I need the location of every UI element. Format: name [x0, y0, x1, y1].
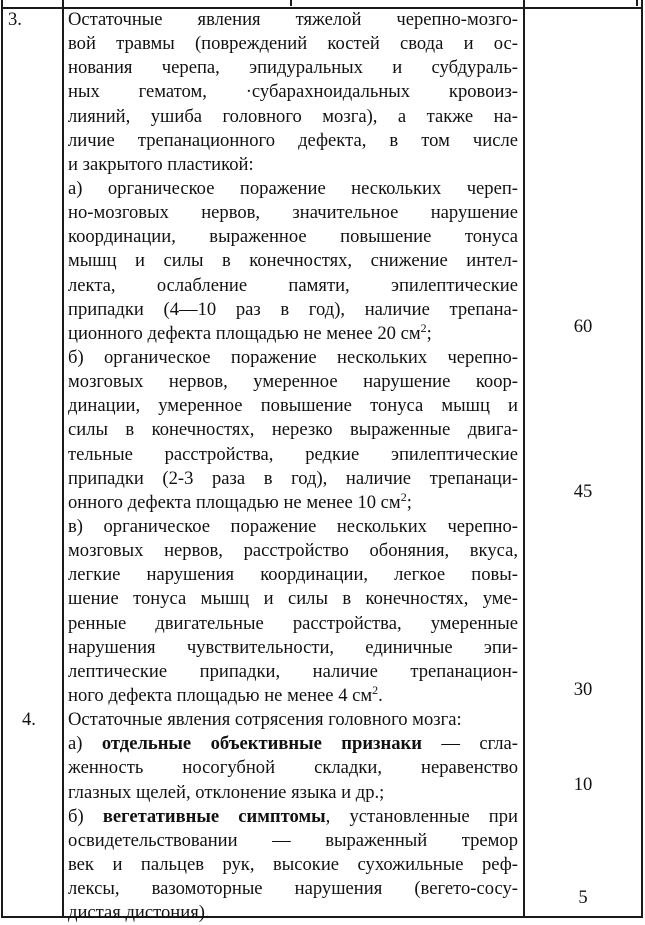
text-line: нования черепа, эпидуральных и субдураль-	[68, 57, 518, 79]
text-fragment: ного дефекта площадью не менее 4 см	[68, 684, 373, 706]
text-line: силы в конечностях, нерезко выраженные двига-	[68, 419, 518, 441]
text-line: дистая дистония).	[68, 902, 210, 924]
text-fragment: , установленные при	[325, 805, 518, 827]
text-fragment: ;	[406, 491, 412, 513]
text-fragment: .	[378, 684, 383, 706]
text-line: вой травмы (повреждений костей свода и ос-	[68, 33, 518, 55]
row-number-3: 3.	[8, 9, 22, 30]
text-line: припадки (2-3 раза в год), наличие трепанаци-	[68, 467, 518, 489]
text-line: а) органическое поражение нескольких череп-	[68, 177, 518, 199]
text-line: освидетельствовании — выраженный тремор	[68, 829, 518, 851]
text-line: ренные двигательные расстройства, умеренные	[68, 612, 518, 634]
text-line: Остаточные явления тяжелой черепно-мозго-	[68, 9, 518, 30]
text-line: лептические припадки, наличие трепанацион-	[68, 660, 518, 682]
text-line: легкие нарушения координации, легкое повы-	[68, 564, 518, 586]
text-line: и закрытого пластикой:	[68, 153, 254, 175]
text-fragment: ;	[426, 322, 432, 344]
text-line: Остаточные явления сотрясения головного мозга:	[68, 709, 462, 731]
table-border-left	[1, 0, 3, 918]
value-cell: 30	[573, 679, 593, 700]
text-fragment: — сгла-	[421, 733, 518, 755]
text-line: динации, умеренное повышение тонуса мышц и	[68, 395, 518, 417]
bold-term: вегетативные симптомы	[102, 805, 326, 827]
column-divider-2	[523, 0, 525, 918]
row-number-4: 4.	[22, 709, 36, 730]
text-line: женность носогубной складки, неравенство	[68, 757, 518, 779]
text-line: век и пальцев рук, высокие сухожильные реф-	[68, 853, 518, 875]
value-cell: 45	[573, 481, 593, 502]
text-line: ных гематом, ·субарахноидальных кровоиз-	[68, 81, 518, 103]
text-line: мышц и силы в конечностях, снижение интел-	[68, 250, 518, 272]
value-cell: 10	[573, 774, 593, 795]
text-line	[68, 732, 518, 756]
text-line	[68, 491, 518, 515]
scan-artifact	[636, 0, 638, 6]
text-fragment: а)	[68, 733, 102, 755]
text-fragment: ционного дефекта площадью не менее 20 см	[68, 322, 421, 344]
value-cell: 60	[573, 316, 593, 337]
value-cell: 5	[578, 887, 588, 908]
scan-artifact	[290, 0, 292, 6]
text-line: личие трепанационного дефекта, в том числе	[68, 129, 518, 151]
text-line: мозговых нервов, умеренное нарушение коор-	[68, 371, 518, 393]
bold-term: отдельные объективные признаки	[101, 733, 422, 755]
text-line: б) органическое поражение нескольких черепно-	[68, 346, 518, 368]
text-line: в) органическое поражение нескольких черепно-	[68, 515, 518, 537]
column-divider-1	[62, 0, 64, 918]
text-line: глазных щелей, отклонение языка и др.;	[68, 781, 385, 803]
text-line	[68, 684, 518, 708]
text-column	[68, 8, 518, 925]
text-line: припадки (4—10 раз в год), наличие трепана-	[68, 298, 518, 320]
superscript: 2	[372, 682, 379, 697]
table-border-right	[641, 0, 643, 918]
text-line: лекта, ослабление памяти, эпилептические	[68, 274, 518, 296]
text-line: шение тонуса мышц и силы в конечностях, уме-	[68, 588, 518, 610]
superscript: 2	[400, 489, 407, 504]
text-line: лексы, вазомоторные нарушения (вегето-сосу-	[68, 878, 518, 900]
text-line: координации, выраженное повышение тонуса	[68, 226, 518, 248]
text-line: нарушения чувствительности, единичные эпи-	[68, 636, 518, 658]
text-line: мозговых нервов, расстройство обоняния, вкуса,	[68, 540, 518, 562]
text-line: но-мозговых нервов, значительное нарушение	[68, 202, 518, 224]
text-fragment: онного дефекта площадью не менее 10 см	[68, 491, 401, 513]
text-line: тельные расстройства, редкие эпилептические	[68, 443, 518, 465]
text-line	[68, 805, 518, 829]
text-line	[68, 322, 518, 346]
text-fragment: б)	[68, 805, 103, 827]
superscript: 2	[420, 320, 427, 335]
text-line: лияний, ушиба головного мозга), а также на-	[68, 105, 518, 127]
